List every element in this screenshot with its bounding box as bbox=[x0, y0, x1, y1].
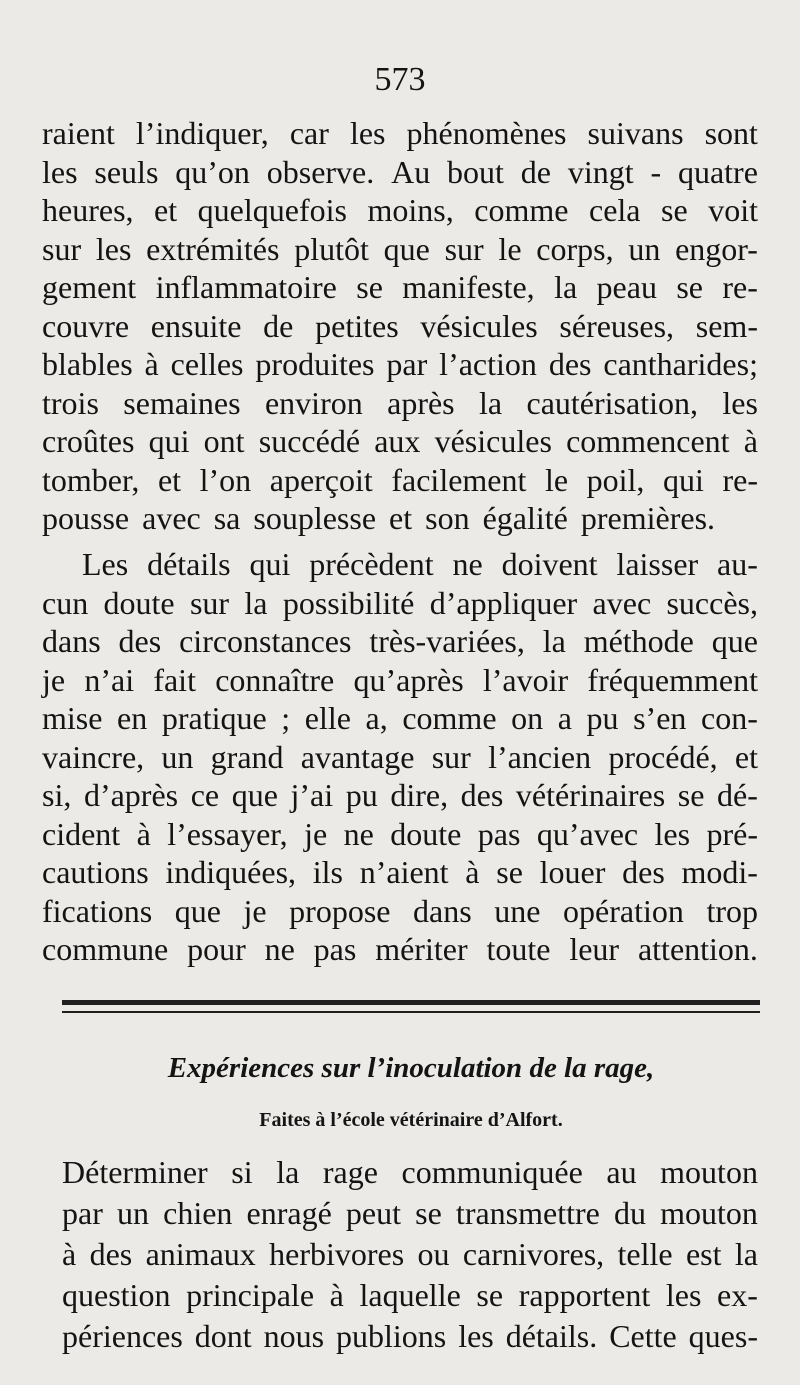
text-line bbox=[42, 307, 758, 345]
text-word: comme bbox=[474, 192, 569, 228]
text-word: le bbox=[498, 230, 522, 267]
text-line bbox=[42, 930, 758, 968]
text-word: commencent bbox=[566, 423, 730, 459]
text-line bbox=[42, 699, 758, 737]
text-word: la bbox=[276, 1154, 300, 1190]
text-word: dans bbox=[413, 892, 472, 929]
text-word: vingt bbox=[567, 153, 634, 190]
text-line bbox=[82, 545, 758, 583]
text-word: j’ai bbox=[290, 777, 334, 813]
text-word: cela bbox=[588, 192, 641, 228]
text-word: à bbox=[743, 423, 758, 459]
text-line bbox=[62, 1194, 758, 1232]
text-word: détails bbox=[147, 546, 231, 582]
text-word: pu bbox=[345, 777, 378, 813]
text-line bbox=[42, 345, 758, 383]
text-word: cautions bbox=[42, 854, 149, 890]
text-word: question bbox=[62, 1277, 171, 1313]
text-word: à bbox=[465, 854, 480, 890]
text-word: des bbox=[622, 854, 665, 890]
text-word: inflammatoire bbox=[155, 269, 337, 305]
text-word: vétérinaires bbox=[515, 777, 666, 813]
text-word: voit bbox=[708, 192, 758, 228]
text-word: la bbox=[542, 623, 566, 659]
text-word: périences bbox=[62, 1318, 183, 1354]
text-word: doivent bbox=[501, 546, 598, 582]
text-word: leur bbox=[569, 931, 620, 967]
section-divider-thin bbox=[62, 1011, 760, 1013]
text-word: que bbox=[711, 623, 758, 659]
text-word: succès, bbox=[666, 584, 758, 621]
text-word: ensuite bbox=[150, 307, 242, 344]
text-word: de bbox=[263, 307, 294, 344]
text-word: plutôt bbox=[294, 230, 369, 267]
text-line bbox=[42, 738, 758, 776]
text-word: pas bbox=[477, 815, 521, 852]
text-word: un bbox=[628, 230, 661, 267]
text-line bbox=[42, 384, 758, 422]
section-divider-thick bbox=[62, 1000, 760, 1005]
text-word: de bbox=[520, 153, 551, 190]
text-word: des bbox=[460, 777, 504, 813]
text-word: circonstances bbox=[179, 623, 352, 659]
text-word: une bbox=[494, 892, 541, 929]
text-word: les bbox=[722, 384, 758, 421]
text-word: pousse bbox=[42, 500, 130, 536]
text-word: con- bbox=[701, 700, 758, 736]
text-line bbox=[42, 892, 758, 930]
text-word: doute bbox=[103, 584, 175, 621]
text-word: chien bbox=[163, 1195, 233, 1231]
text-word: toute bbox=[486, 931, 551, 967]
text-word: précèdent bbox=[309, 546, 434, 582]
text-word: n’ai bbox=[84, 661, 135, 698]
text-line bbox=[42, 422, 758, 460]
text-word: mériter bbox=[375, 931, 468, 967]
text-word: l’avoir bbox=[482, 661, 569, 698]
text-word: l’on bbox=[199, 461, 252, 498]
text-word: l’essayer, bbox=[167, 815, 288, 852]
text-word: bout bbox=[447, 153, 504, 190]
text-word: blables bbox=[42, 346, 133, 382]
text-word: vaincre, bbox=[42, 738, 145, 775]
text-word: re- bbox=[722, 461, 758, 498]
page-number: 573 bbox=[374, 61, 426, 98]
text-word: au bbox=[606, 1154, 637, 1190]
text-word: dans bbox=[42, 623, 101, 659]
text-word: ce bbox=[190, 777, 220, 813]
text-word: principale bbox=[186, 1277, 315, 1313]
text-word: quatre bbox=[677, 153, 758, 190]
text-word: sur bbox=[42, 230, 82, 267]
text-word: Les bbox=[82, 546, 129, 582]
text-word: détails. bbox=[505, 1318, 598, 1354]
text-word: la bbox=[734, 1236, 758, 1272]
text-word: poil, bbox=[586, 461, 645, 498]
text-word: sa bbox=[213, 500, 241, 536]
text-line bbox=[42, 815, 758, 853]
text-word: peut bbox=[345, 1195, 402, 1231]
text-line bbox=[42, 853, 758, 891]
text-word: observe. bbox=[266, 153, 375, 190]
text-word: avantage bbox=[300, 738, 415, 775]
text-word: dire, bbox=[390, 777, 449, 813]
text-word: se bbox=[476, 1277, 504, 1313]
text-word: a, bbox=[365, 700, 388, 736]
section-title: Expériences sur l’inoculation de la rage, bbox=[167, 1052, 655, 1084]
text-word: trois bbox=[42, 384, 99, 421]
text-word: couvre bbox=[42, 307, 130, 344]
text-word: environ bbox=[264, 384, 363, 421]
text-word: animaux bbox=[145, 1236, 256, 1272]
text-line bbox=[62, 1235, 758, 1273]
text-word: ont bbox=[203, 423, 245, 459]
text-word: un bbox=[116, 1195, 149, 1231]
text-word: ils bbox=[312, 854, 343, 890]
text-word: le bbox=[544, 461, 569, 498]
text-word: facilement bbox=[391, 461, 527, 498]
text-word: fait bbox=[153, 661, 196, 698]
text-word: moins, bbox=[367, 192, 454, 228]
text-word: sur bbox=[431, 738, 471, 775]
text-word: indiquées, bbox=[165, 854, 297, 890]
text-word: se bbox=[415, 1195, 442, 1231]
text-word: premières. bbox=[580, 500, 716, 536]
text-word: très-variées, bbox=[369, 623, 525, 659]
text-word: doute bbox=[390, 815, 462, 852]
text-line bbox=[42, 661, 758, 699]
text-word: modi- bbox=[681, 854, 758, 890]
text-word: succédé bbox=[258, 423, 361, 459]
text-word: procédé, bbox=[608, 738, 718, 775]
text-word: aux bbox=[374, 423, 421, 459]
text-word: du bbox=[613, 1195, 646, 1231]
text-word: car bbox=[289, 115, 329, 151]
text-word: les bbox=[458, 1318, 494, 1354]
text-line bbox=[42, 114, 758, 152]
text-word: herbivores bbox=[269, 1236, 405, 1272]
text-word: les bbox=[349, 115, 386, 151]
text-word: cantharides; bbox=[603, 346, 758, 382]
text-word: d’appliquer bbox=[429, 584, 578, 621]
text-word: enragé bbox=[246, 1195, 332, 1231]
text-word: les bbox=[95, 230, 132, 267]
text-line bbox=[62, 1153, 758, 1191]
text-word: ne bbox=[264, 931, 295, 967]
text-word: fréquemment bbox=[587, 661, 758, 698]
text-word: que bbox=[383, 230, 430, 267]
text-word: l’action bbox=[439, 346, 537, 382]
text-word: propose bbox=[289, 892, 391, 929]
text-word: après bbox=[387, 384, 455, 421]
text-word: et bbox=[154, 192, 178, 228]
text-line bbox=[42, 230, 758, 268]
text-word: égalité bbox=[482, 500, 568, 536]
text-word: et bbox=[389, 500, 413, 536]
text-word: au- bbox=[717, 546, 758, 582]
text-word: croûtes bbox=[42, 423, 135, 459]
text-word: qu’on bbox=[175, 153, 250, 190]
text-word: dé- bbox=[717, 777, 758, 813]
text-word: par bbox=[386, 346, 428, 382]
text-word: aperçoit bbox=[269, 461, 373, 498]
text-word: l’ancien bbox=[488, 738, 592, 775]
text-word: commune bbox=[42, 931, 169, 967]
text-word: laquelle bbox=[359, 1277, 461, 1313]
text-word: mouton bbox=[660, 1195, 758, 1231]
text-line bbox=[42, 776, 758, 814]
text-word: à bbox=[144, 346, 159, 382]
text-word: transmettre bbox=[455, 1195, 600, 1231]
text-word: sur bbox=[444, 230, 484, 267]
text-word: engor- bbox=[675, 230, 758, 267]
text-word: semaines bbox=[123, 384, 241, 421]
text-word: connaître bbox=[215, 661, 335, 698]
text-word: qu’avec bbox=[536, 815, 639, 852]
text-word: raient bbox=[42, 115, 115, 151]
text-word: pour bbox=[187, 931, 246, 967]
text-word: à bbox=[62, 1236, 77, 1272]
text-word: manifeste, bbox=[402, 269, 535, 305]
text-line bbox=[42, 622, 758, 660]
text-word: se bbox=[496, 854, 523, 890]
text-word: sem- bbox=[695, 307, 758, 344]
text-word: méthode bbox=[583, 623, 694, 659]
text-word: se bbox=[676, 269, 703, 305]
text-word: rage bbox=[322, 1154, 378, 1190]
text-word: communiquée bbox=[401, 1154, 583, 1190]
text-line bbox=[62, 1276, 758, 1314]
text-word: avec bbox=[592, 584, 652, 621]
text-line bbox=[42, 499, 758, 537]
text-word: je bbox=[304, 815, 328, 852]
text-word: rapportent bbox=[518, 1277, 651, 1313]
text-word: celles bbox=[170, 346, 244, 382]
text-word: mise bbox=[42, 700, 103, 736]
text-word: qui bbox=[663, 461, 704, 498]
text-word: que bbox=[174, 892, 221, 929]
text-word: des bbox=[548, 346, 592, 382]
text-word: elle bbox=[304, 700, 351, 736]
text-word: dont bbox=[194, 1318, 252, 1354]
text-word: telle bbox=[617, 1236, 673, 1272]
text-word: les bbox=[665, 1277, 702, 1313]
text-word: mouton bbox=[660, 1154, 758, 1190]
text-word: l’indiquer, bbox=[135, 115, 269, 151]
text-line bbox=[42, 584, 758, 622]
text-word: on bbox=[511, 700, 544, 736]
text-word: n’aient bbox=[359, 854, 449, 890]
text-word: cautérisation, bbox=[526, 384, 698, 421]
text-word: des bbox=[89, 1236, 133, 1272]
text-word: petites bbox=[315, 307, 399, 344]
text-word: et bbox=[157, 461, 182, 498]
text-word: attention. bbox=[637, 931, 758, 967]
text-word: la bbox=[479, 384, 503, 421]
text-line bbox=[42, 153, 758, 191]
text-word: Cette bbox=[609, 1318, 677, 1354]
text-word: quelquefois bbox=[197, 192, 347, 228]
text-word: grand bbox=[210, 738, 284, 775]
text-word: publions bbox=[336, 1318, 447, 1354]
text-word: qui bbox=[249, 546, 291, 582]
text-word: qu’après bbox=[353, 661, 464, 698]
text-word: vésicules bbox=[434, 423, 552, 459]
text-line bbox=[42, 461, 758, 499]
text-word: Au bbox=[391, 153, 431, 190]
text-word: nous bbox=[263, 1318, 325, 1354]
text-word: corps, bbox=[536, 230, 614, 267]
text-word: pas bbox=[313, 931, 357, 967]
text-word: cident bbox=[42, 815, 121, 852]
text-word: d’après bbox=[83, 777, 179, 813]
text-word: et bbox=[734, 738, 758, 775]
text-word: ex- bbox=[717, 1277, 758, 1313]
text-line bbox=[42, 268, 758, 306]
text-word: à bbox=[136, 815, 151, 852]
text-word: avec bbox=[142, 500, 201, 536]
text-word: souplesse bbox=[253, 500, 377, 536]
text-word: pratique bbox=[161, 700, 267, 736]
text-word: sur bbox=[189, 584, 230, 621]
text-word: possibilité bbox=[282, 584, 415, 621]
text-word: je bbox=[243, 892, 267, 929]
text-word: tomber, bbox=[42, 461, 140, 498]
text-word: les bbox=[42, 153, 78, 190]
text-word: trop bbox=[706, 892, 758, 929]
text-word: si, bbox=[42, 777, 72, 813]
text-word: vésicules bbox=[420, 307, 538, 344]
text-word: - bbox=[650, 153, 662, 190]
text-word: Déterminer bbox=[62, 1154, 208, 1190]
text-word: se bbox=[661, 192, 688, 228]
text-word: re- bbox=[722, 269, 758, 305]
text-word: un bbox=[161, 738, 194, 775]
text-word: ou bbox=[417, 1236, 450, 1272]
text-word: la bbox=[554, 269, 578, 305]
text-word: peau bbox=[596, 269, 657, 305]
text-word: à bbox=[329, 1277, 344, 1313]
text-word: laisser bbox=[616, 546, 699, 582]
text-word: louer bbox=[539, 854, 606, 890]
text-word: en bbox=[117, 700, 148, 736]
text-word: s’en bbox=[633, 700, 687, 736]
text-word: heures, bbox=[42, 192, 134, 228]
text-word: ; bbox=[281, 700, 291, 736]
text-word: seuls bbox=[94, 153, 159, 190]
text-line bbox=[42, 191, 758, 229]
text-word: ne bbox=[452, 546, 483, 582]
text-word: que bbox=[231, 777, 278, 813]
text-word: ne bbox=[343, 815, 374, 852]
text-word: produites bbox=[255, 346, 375, 382]
text-word: opération bbox=[563, 892, 684, 929]
text-word: se bbox=[356, 269, 383, 305]
text-word: pu bbox=[586, 700, 619, 736]
text-word: des bbox=[118, 623, 162, 659]
text-line bbox=[62, 1317, 758, 1355]
text-word: son bbox=[425, 500, 470, 536]
text-word: phénomènes bbox=[406, 115, 567, 151]
text-word: si bbox=[231, 1154, 253, 1190]
text-word: la bbox=[244, 584, 268, 621]
text-word: est bbox=[685, 1236, 722, 1272]
text-word: séreuses, bbox=[559, 307, 675, 344]
text-word: extrémités bbox=[146, 230, 280, 267]
text-word: se bbox=[677, 777, 705, 813]
text-word: par bbox=[62, 1195, 103, 1231]
text-word: suivans bbox=[587, 115, 684, 151]
text-word: qui bbox=[148, 423, 190, 459]
text-word: gement bbox=[42, 269, 137, 305]
text-word: pré- bbox=[706, 815, 758, 852]
text-word: a bbox=[557, 700, 572, 736]
text-word: comme bbox=[402, 700, 497, 736]
text-word: carnivores, bbox=[462, 1236, 605, 1272]
text-word: sont bbox=[704, 115, 758, 151]
text-word: je bbox=[42, 661, 66, 698]
text-word: ques- bbox=[688, 1318, 758, 1354]
section-subtitle: Faites à l’école vétérinaire d’Alfort. bbox=[259, 1109, 563, 1131]
text-word: fications bbox=[42, 892, 153, 929]
text-word: les bbox=[654, 815, 691, 852]
text-word: cun bbox=[42, 584, 89, 621]
